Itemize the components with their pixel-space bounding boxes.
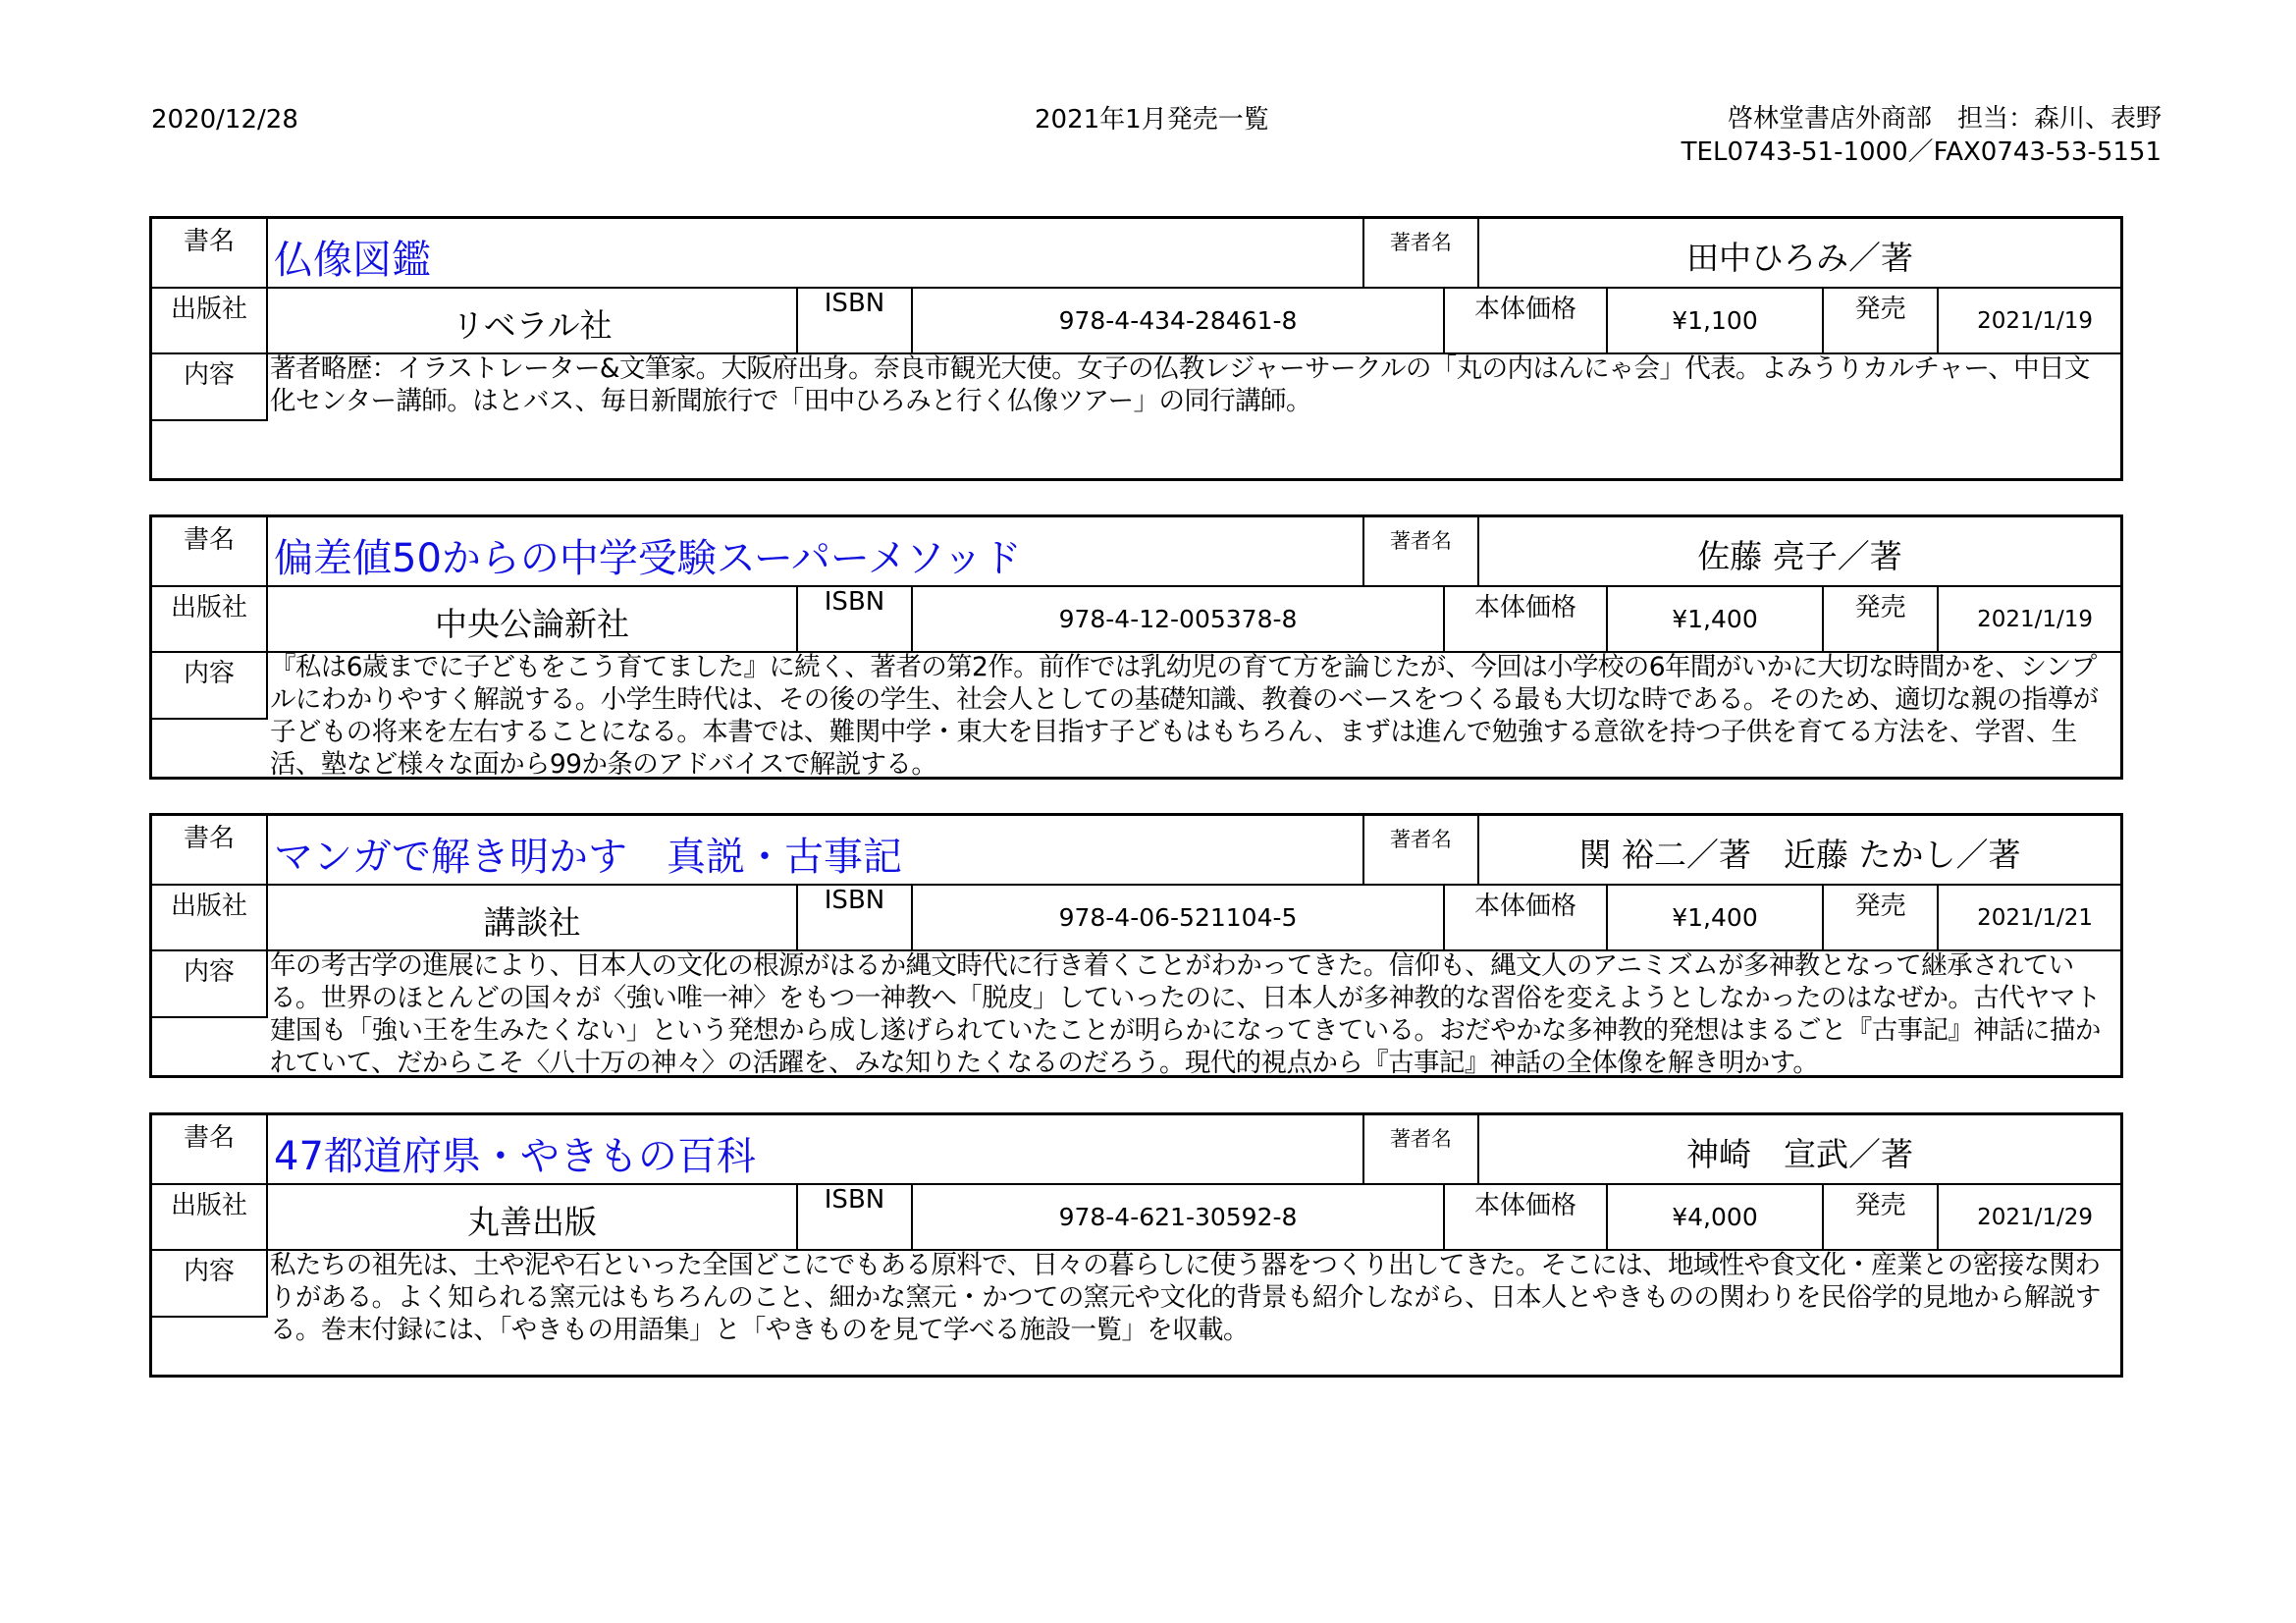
book-title-row (152, 816, 2120, 886)
book-isbn: 978-4-621-30592-8 (913, 1183, 1445, 1249)
document-contact-block (1682, 102, 2162, 169)
book-info-row (152, 287, 2120, 354)
book-title: 47都道府県・やきもの百科 (268, 1115, 1364, 1183)
book-content: 著者略歴：イラストレーター&文筆家。大阪府出身。奈良市観光大使。女子の仏教レジャーサークルの「丸の内はんにゃ会」代表。よみうりカルチャー、中日文化センター講師。はとバス、毎日新聞旅行で「田中ひろみと行く仏像ツアー」の同行講師。 (270, 353, 2090, 416)
book-isbn: 978-4-434-28461-8 (913, 287, 1445, 352)
book-publisher: 講談社 (268, 884, 798, 949)
book-entry (149, 813, 2123, 1078)
book-title: マンガで解き明かす 真説・古事記 (268, 816, 1364, 884)
company-name: 啓林堂書店外商部 担当：森川、表野 (1727, 104, 2162, 134)
contact-numbers: TEL0743-51-1000／FAX0743-53-5151 (1681, 137, 2162, 167)
book-content-row (152, 651, 2120, 780)
book-info-row (152, 585, 2120, 653)
release-label: 発売 (1824, 287, 1939, 352)
document-title: 2021年1月発売一覧 (1035, 105, 1269, 135)
release-label: 発売 (1824, 585, 1939, 651)
isbn-label: ISBN (798, 884, 913, 949)
book-release-date: 2021/1/19 (1977, 607, 2093, 632)
book-price: ¥1,100 (1608, 287, 1824, 352)
price-label: 本体価格 (1445, 585, 1608, 651)
book-content: 年の考古学の進展により、日本人の文化の根源がはるか縄文時代に行き着くことがわかってきた。信仰も、縄文人のアニミズムが多神教となって継承されている。世界のほとんどの国々が〈強い唯一神〉をもつ一神教へ「脱皮」していったのに、日本人が多神教的な習俗を変えようとしなかったのはなぜか。古代ヤマト建国も「強い王を生みたくない」という発想から成し遂げられていたことが明らかになってきている。おだやかな多神教的発想はまるごと『古事記』神話に描かれていて、だからこそ〈八十万の神々〉の活躍を、みな知りたくなるのだろう。現代的視点から『古事記』神話の全体像を解き明かす。 (270, 950, 2101, 1078)
book-content: 『私は6歳までに子どもをこう育てました』に続く、著者の第2作。前作では乳幼児の育て方を論じたが、今回は小学校の6年間がいかに大切な時間かを、シンプルにわかりやすく解説する。小学生時代は、その後の学生、社会人としての基礎知識、教養のベースをつくる最も大切な時である。そのため、適切な親の指導が子どもの将来を左右することになる。本書では、難関中学・東大を目指す子どもはもちろん、まずは進んで勉強する意欲を持つ子供を育てる方法を、学習、生活、塾など様々な面から99か条のアドバイスで解説する。 (270, 652, 2099, 780)
book-entry (149, 216, 2123, 481)
content-label: 内容 (152, 949, 268, 1018)
document-date: 2020/12/28 (151, 105, 298, 135)
book-title: 偏差値50からの中学受験スーパーメソッド (268, 517, 1364, 585)
book-isbn: 978-4-06-521104-5 (913, 884, 1445, 949)
title-label: 書名 (152, 517, 268, 585)
price-label: 本体価格 (1445, 884, 1608, 949)
price-label: 本体価格 (1445, 1183, 1608, 1249)
isbn-label: ISBN (798, 287, 913, 352)
author-label: 著者名 (1364, 219, 1479, 287)
title-label: 書名 (152, 219, 268, 287)
book-release-date: 2021/1/21 (1977, 905, 2093, 931)
price-label: 本体価格 (1445, 287, 1608, 352)
book-price: ¥1,400 (1608, 884, 1824, 949)
book-isbn: 978-4-12-005378-8 (913, 585, 1445, 651)
release-label: 発売 (1824, 1183, 1939, 1249)
book-release-date: 2021/1/29 (1977, 1205, 2093, 1230)
book-author: 佐藤 亮子／著 (1697, 537, 1902, 575)
isbn-label: ISBN (798, 585, 913, 651)
book-title-row (152, 219, 2120, 289)
book-content-row (152, 949, 2120, 1078)
book-entry (149, 514, 2123, 780)
book-info-row (152, 884, 2120, 951)
content-label: 内容 (152, 352, 268, 421)
book-content-row (152, 1249, 2120, 1375)
book-info-row (152, 1183, 2120, 1251)
author-label: 著者名 (1364, 816, 1479, 884)
publisher-label: 出版社 (152, 287, 268, 352)
publisher-label: 出版社 (152, 1183, 268, 1249)
book-content: 私たちの祖先は、土や泥や石といった全国どこにでもある原料で、日々の暮らしに使う器をつくり出してきた。そこには、地域性や食文化・産業との密接な関わりがある。よく知られる窯元はもちろんのこと、細かな窯元・かつての窯元や文化的背景も紹介しながら、日本人とやきものの関わりを民俗学的見地から解説する。巻末付録には、「やきもの用語集」と「やきものを見て学べる施設一覧」を収載。 (270, 1250, 2101, 1345)
isbn-label: ISBN (798, 1183, 913, 1249)
author-label: 著者名 (1364, 517, 1479, 585)
book-title: 仏像図鑑 (268, 219, 1364, 287)
title-label: 書名 (152, 1115, 268, 1183)
book-author: 関 裕二／著 近藤 たかし／著 (1578, 836, 2021, 874)
book-publisher: リベラル社 (268, 287, 798, 352)
book-author: 神崎 宣武／著 (1686, 1135, 1913, 1173)
release-label: 発売 (1824, 884, 1939, 949)
title-label: 書名 (152, 816, 268, 884)
book-publisher: 丸善出版 (268, 1183, 798, 1249)
book-price: ¥4,000 (1608, 1183, 1824, 1249)
publisher-label: 出版社 (152, 585, 268, 651)
book-release-date: 2021/1/19 (1977, 308, 2093, 334)
content-label: 内容 (152, 651, 268, 720)
book-author: 田中ひろみ／著 (1686, 239, 1913, 277)
book-content-row (152, 352, 2120, 478)
book-publisher: 中央公論新社 (268, 585, 798, 651)
book-title-row (152, 517, 2120, 587)
book-entry (149, 1112, 2123, 1378)
content-label: 内容 (152, 1249, 268, 1318)
book-title-row (152, 1115, 2120, 1185)
book-price: ¥1,400 (1608, 585, 1824, 651)
publisher-label: 出版社 (152, 884, 268, 949)
author-label: 著者名 (1364, 1115, 1479, 1183)
